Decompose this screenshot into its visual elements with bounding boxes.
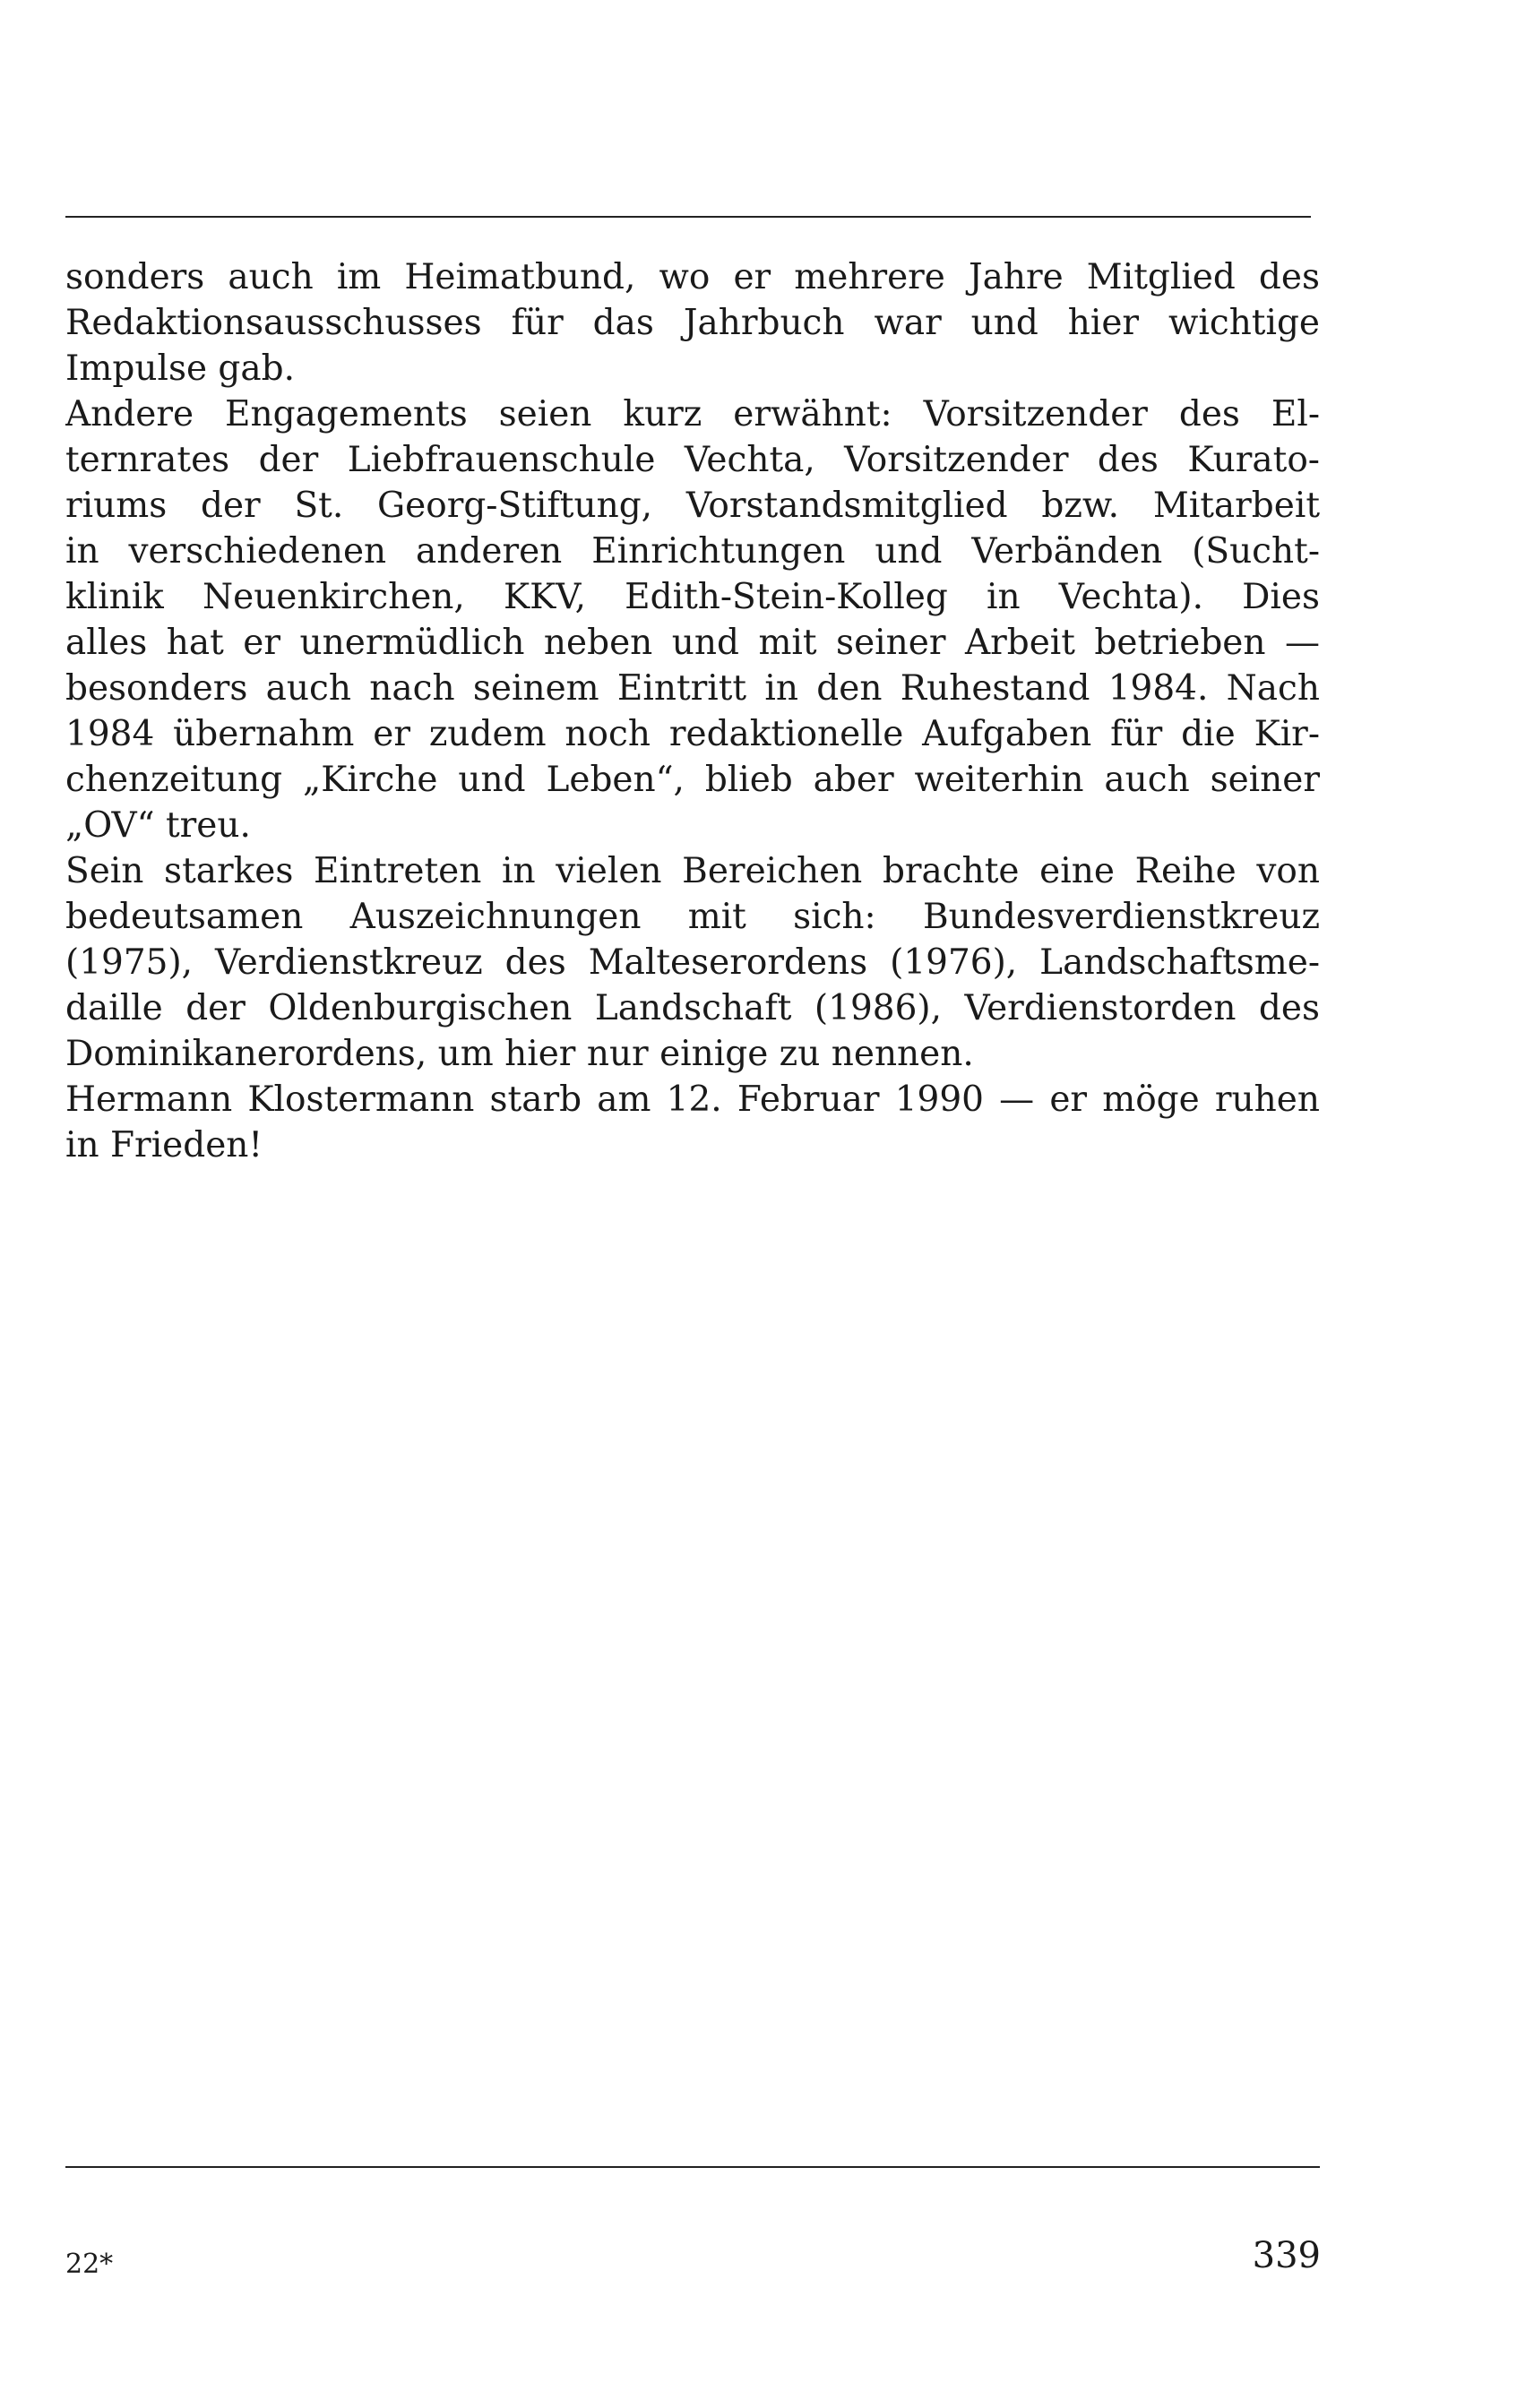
text-line: Dominikanerordens, um hier nur einige zu nennen. bbox=[65, 1034, 974, 1074]
body-text bbox=[65, 254, 1320, 1168]
text-line: (1975), Verdienstkreuz des Malteserordens (1976), Landschaftsme- bbox=[65, 942, 1320, 983]
text-line: in Frieden! bbox=[65, 1125, 263, 1165]
text-line: sonders auch im Heimatbund, wo er mehrere Jahre Mitglied des bbox=[65, 257, 1320, 297]
text-line: besonders auch nach seinem Eintritt in den Ruhestand 1984. Nach bbox=[65, 668, 1320, 709]
text-line: riums der St. Georg-Stiftung, Vorstandsmitglied bzw. Mitarbeit bbox=[65, 486, 1320, 526]
text-line: klinik Neuenkirchen, KKV, Edith-Stein-Kolleg in Vechta). Dies bbox=[65, 577, 1320, 617]
text-line: Sein starkes Eintreten in vielen Bereichen brachte eine Reihe von bbox=[65, 851, 1320, 891]
text-line: Andere Engagements seien kurz erwähnt: Vorsitzender des El- bbox=[65, 394, 1320, 434]
text-line: alles hat er unermüdlich neben und mit seiner Arbeit betrieben — bbox=[65, 623, 1320, 663]
page-number: 339 bbox=[1252, 2235, 1321, 2276]
text-line: 1984 übernahm er zudem noch redaktionelle Aufgaben für die Kir- bbox=[65, 714, 1320, 754]
text-line: in verschiedenen anderen Einrichtungen und Verbänden (Sucht- bbox=[65, 531, 1320, 572]
text-line: ternrates der Liebfrauenschule Vechta, Vorsitzender des Kurato- bbox=[65, 440, 1320, 480]
text-line: „OV“ treu. bbox=[65, 805, 251, 846]
text-line: daille der Oldenburgischen Landschaft (1986), Verdienstorden des bbox=[65, 988, 1320, 1028]
text-line: Impulse gab. bbox=[65, 348, 296, 389]
text-line: Hermann Klostermann starb am 12. Februar 1990 — er möge ruhen bbox=[65, 1079, 1320, 1120]
text-line: chenzeitung „Kirche und Leben“, blieb aber weiterhin auch seiner bbox=[65, 760, 1320, 800]
printer-signature: 22* bbox=[65, 2249, 114, 2280]
text-line: Redaktionsausschusses für das Jahrbuch war und hier wichtige bbox=[65, 303, 1320, 343]
text-line: bedeutsamen Auszeichnungen mit sich: Bundesverdienstkreuz bbox=[65, 897, 1320, 937]
bottom-rule bbox=[65, 2166, 1320, 2168]
top-rule bbox=[65, 216, 1311, 218]
